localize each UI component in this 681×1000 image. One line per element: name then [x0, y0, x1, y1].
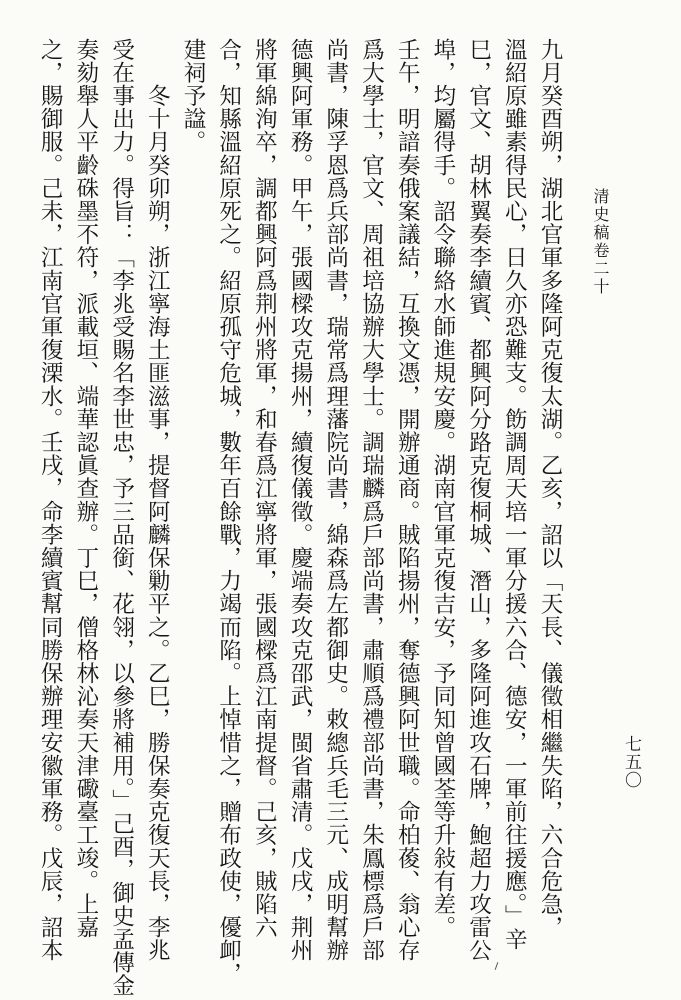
- text-line: 尚書，陳孚恩爲兵部尚書，瑞常爲理藩院尚書，綿森爲左都御史。敕總兵毛三元、成明幫辦: [322, 38, 349, 962]
- text-line: 德興阿軍務。甲午，張國樑攻克揚州，續復儀徵。慶端奏攻克邵武，閩省肅清。戊戌，荆州: [287, 38, 314, 962]
- text-line: 冬十月癸卯朔，浙江寧海土匪滋事，提督阿麟保勦平之。乙巳，勝保奏克復天長，李兆: [144, 38, 171, 962]
- text-line: 之，賜御服。己未，江南官軍復溧水。壬戌，命李續賓幫同勝保辦理安徽軍務。戊辰，詔本: [37, 38, 64, 962]
- text-line: 九月癸酉朔，湖北官軍多隆阿克復太湖。乙亥，詔以「天長、儀徵相繼失陷，六合危急，: [537, 38, 563, 939]
- text-line: 奏劾舉人平齡硃墨不符，派載垣、端華認眞查辦。丁巳，僧格林沁奏天津礮臺工竣。上嘉: [72, 38, 99, 939]
- text-line: 埠，均屬得手。詔令聯絡水師進規安慶。湖南官軍克復吉安，予同知曾國荃等升敍有差。: [429, 38, 456, 939]
- text-line: 建祠予諡。: [179, 38, 206, 154]
- text-line: 壬午，明諳奏俄案議結，互換文憑，開辦通商。賊陷揚州，奪德興阿世職。命柏葰、翁心存: [394, 38, 421, 962]
- scan-mark: [495, 962, 499, 970]
- page-number: 七五〇: [621, 735, 641, 789]
- text-line: 爲大學士，官文、周祖培協辦大學士。調瑞麟爲戶部尚書，肅順爲禮部尚書，朱鳳標爲戶部: [358, 38, 385, 962]
- text-line: 巳，官文、胡林翼奏李續賓、都興阿分路克復桐城、潛山，多隆阿進攻石牌，鮑超力攻雷公: [465, 38, 492, 962]
- body-text: [37, 38, 567, 997]
- text-line: 受在事出力。得旨：「李兆受賜名李世忠，予三品銜、花翎，以參將補用。」己酉，御史孟傳金: [108, 38, 135, 997]
- text-line: 合，知縣溫紹原死之。紹原孤守危城，數年百餘戰，力竭而陷。上悼惜之，贈布政使，優卹，: [215, 38, 242, 986]
- running-header-title: 清史稿卷二十: [591, 188, 610, 296]
- text-line: 將軍綿洵卒，調都興阿爲荆州將軍，和春爲江寧將軍，張國樑爲江南提督。己亥，賊陷六: [251, 38, 278, 939]
- text-line: 溫紹原雖素得民心，日久亦恐難支。飭調周天培一軍分援六合、德安，一軍前往援應。」辛: [501, 38, 528, 951]
